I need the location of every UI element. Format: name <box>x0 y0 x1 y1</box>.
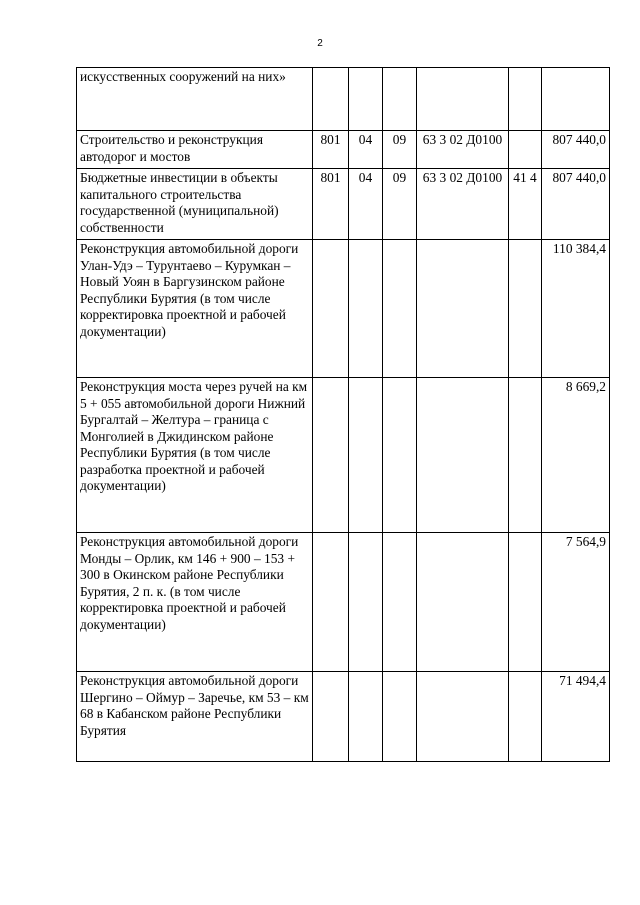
subsection-cell <box>383 68 417 131</box>
target-article-cell <box>417 240 509 378</box>
table-row <box>77 378 610 533</box>
row-name-cell: искусственных сооружений на них» <box>77 68 313 131</box>
row-name-cell: Реконструкция автомобильной дороги Улан-Удэ – Турунтаево – Курумкан – Новый Уоян в Баргузинском районе Республики Бурятия (в том числе корректировка проектной и рабочей документации) <box>77 240 313 378</box>
section-cell <box>349 378 383 533</box>
target-article-cell <box>417 533 509 672</box>
table-row <box>77 68 610 131</box>
expense-type-cell <box>509 68 542 131</box>
section-cell <box>349 68 383 131</box>
expense-type-cell <box>509 378 542 533</box>
amount-cell: 807 440,0 <box>542 169 610 240</box>
expense-type-cell <box>509 672 542 762</box>
expense-type-cell <box>509 131 542 169</box>
amount-cell: 8 669,2 <box>542 378 610 533</box>
section-cell: 04 <box>349 169 383 240</box>
table-row <box>77 533 610 672</box>
amount-cell: 110 384,4 <box>542 240 610 378</box>
row-name-cell: Строительство и реконструкция автодорог и мостов <box>77 131 313 169</box>
table-row <box>77 240 610 378</box>
amount-cell: 71 494,4 <box>542 672 610 762</box>
subsection-cell <box>383 378 417 533</box>
budget-table <box>76 67 610 762</box>
section-cell <box>349 533 383 672</box>
code-cell <box>313 378 349 533</box>
expense-type-cell <box>509 533 542 672</box>
row-name-cell: Реконструкция автомобильной дороги Шергино – Оймур – Заречье, км 53 – км 68 в Кабанском районе Республики Бурятия <box>77 672 313 762</box>
amount-cell: 7 564,9 <box>542 533 610 672</box>
section-cell: 04 <box>349 131 383 169</box>
section-cell <box>349 240 383 378</box>
code-cell <box>313 240 349 378</box>
expense-type-cell: 41 4 <box>509 169 542 240</box>
amount-cell: 807 440,0 <box>542 131 610 169</box>
target-article-cell: 63 3 02 Д0100 <box>417 131 509 169</box>
row-name-cell: Бюджетные инвестиции в объекты капитального строительства государственной (муниципальной) собственности <box>77 169 313 240</box>
code-cell <box>313 672 349 762</box>
subsection-cell: 09 <box>383 131 417 169</box>
table-row <box>77 672 610 762</box>
target-article-cell <box>417 378 509 533</box>
page-number: 2 <box>317 38 323 49</box>
subsection-cell <box>383 672 417 762</box>
amount-cell <box>542 68 610 131</box>
target-article-cell <box>417 672 509 762</box>
target-article-cell: 63 3 02 Д0100 <box>417 169 509 240</box>
subsection-cell <box>383 533 417 672</box>
table-row <box>77 169 610 240</box>
target-article-cell <box>417 68 509 131</box>
subsection-cell <box>383 240 417 378</box>
table-row <box>77 131 610 169</box>
code-cell: 801 <box>313 169 349 240</box>
expense-type-cell <box>509 240 542 378</box>
section-cell <box>349 672 383 762</box>
subsection-cell: 09 <box>383 169 417 240</box>
code-cell <box>313 68 349 131</box>
row-name-cell: Реконструкция автомобильной дороги Монды – Орлик, км 146 + 900 – 153 + 300 в Окинском районе Республики Бурятия, 2 п. к. (в том числе корректировка проектной и рабочей документации) <box>77 533 313 672</box>
code-cell: 801 <box>313 131 349 169</box>
row-name-cell: Реконструкция моста через ручей на км 5 + 055 автомобильной дороги Нижний Бургалтай – Желтура – граница с Монголией в Джидинском районе Республики Бурятия (в том числе разработка проектной и рабочей документации) <box>77 378 313 533</box>
code-cell <box>313 533 349 672</box>
